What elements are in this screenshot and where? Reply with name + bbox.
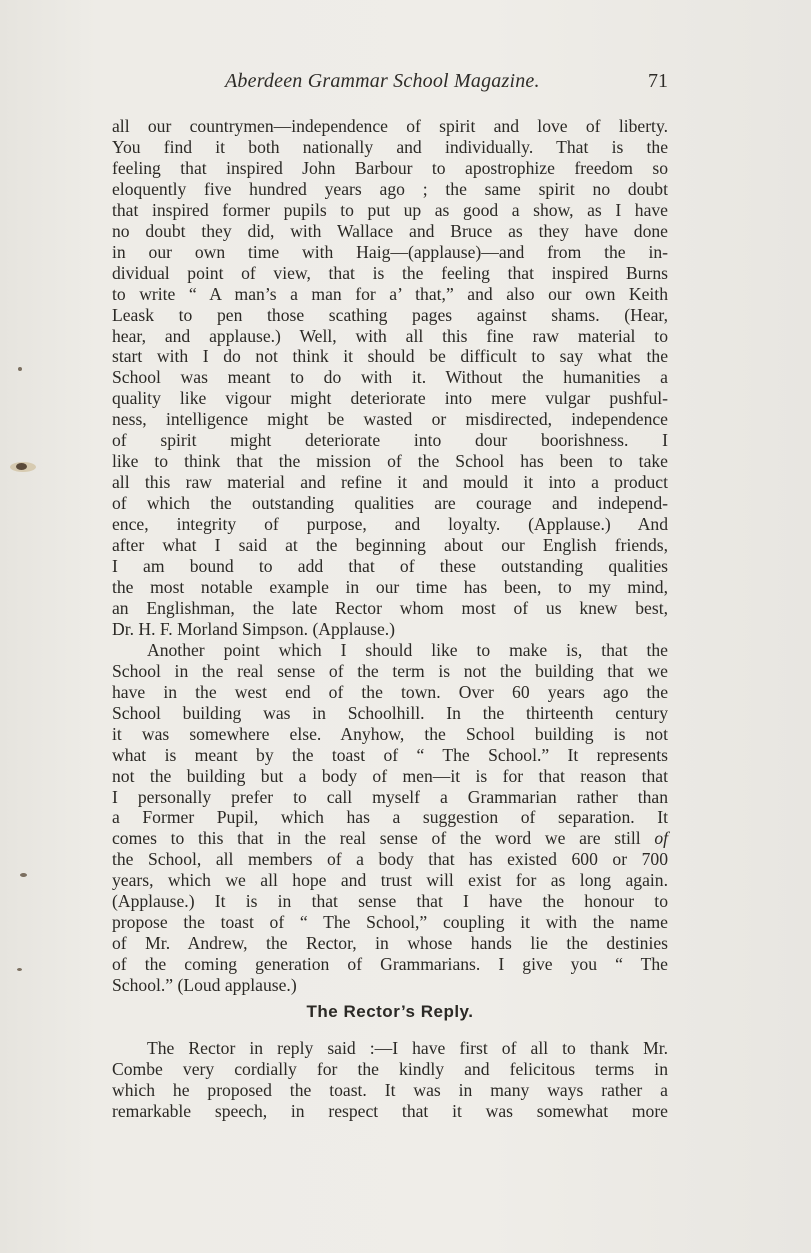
text-line: a Former Pupil, which has a suggestion of separation. It (112, 807, 668, 828)
text-line: it was somewhere else. Anyhow, the School building is not (112, 723, 668, 744)
text-line: School.” (Loud applause.) (112, 975, 297, 996)
text-line: like to think that the mission of the School has been to take (112, 451, 668, 472)
text-line: quality like vigour might deteriorate into mere vulgar pushful- (112, 388, 668, 409)
text-line: Another point which I should like to make is, that the (147, 639, 668, 660)
text-line: an Englishman, the late Rector whom most of us knew best, (112, 597, 668, 618)
text-line: no doubt they did, with Wallace and Bruce as they have done (112, 220, 668, 241)
text-line: of the coming generation of Grammarians. I give you “ The (112, 954, 668, 975)
text-line: the most notable example in our time has been, to my mind, (112, 576, 668, 597)
text-line: of Mr. Andrew, the Rector, in whose hands lie the destinies (112, 933, 668, 954)
text-line: that inspired former pupils to put up as good a show, as I have (112, 199, 668, 220)
text-line: all this raw material and refine it and mould it into a product (112, 472, 668, 493)
text-line: I am bound to add that of these outstanding qualities (112, 556, 668, 577)
text-line: of which the outstanding qualities are courage and independ- (112, 493, 668, 514)
text-line: ness, intelligence might be wasted or misdirected, independence (112, 409, 668, 430)
scan-blemish (18, 367, 22, 371)
text-line: You find it both nationally and individually. That is the (112, 136, 668, 157)
text-line: propose the toast of “ The School,” coupling it with the name (112, 912, 668, 933)
text-line: all our countrymen—independence of spirit and love of liberty. (112, 116, 668, 136)
text-line: which he proposed the toast. It was in many ways rather a (112, 1079, 668, 1100)
text-line: hear, and applause.) Well, with all this fine raw material to (112, 325, 668, 346)
text-line: School building was in Schoolhill. In the thirteenth century (112, 702, 668, 723)
section-heading: The Rector’s Reply. (306, 1002, 474, 1021)
article-body (112, 116, 668, 996)
text-line: the School, all members of a body that has existed 600 or 700 (112, 849, 668, 870)
text-line: School was meant to do with it. Without the humanities a (112, 367, 668, 388)
text-line: of spirit might deteriorate into dour boorishness. I (112, 430, 668, 451)
scan-blemish (20, 873, 27, 877)
page-header (110, 70, 668, 96)
text-line: dividual point of view, that is the feeling that inspired Burns (112, 262, 668, 283)
text-line: not the building but a body of men—it is for that reason that (112, 765, 668, 786)
text-line: remarkable speech, in respect that it was somewhat more (112, 1100, 668, 1121)
text-line: after what I said at the beginning about our English friends, (112, 535, 668, 556)
text-line: The Rector in reply said :—I have first of all to thank Mr. (147, 1038, 668, 1058)
text-line-with-emphasis: comes to this that in the real sense of the word we are still of (112, 828, 668, 849)
scan-blemish (16, 463, 27, 470)
text-line: to write “ A man’s a man for a’ that,” and also our own Keith (112, 283, 668, 304)
text-line: I personally prefer to call myself a Grammarian rather than (112, 786, 668, 807)
text-line: ence, integrity of purpose, and loyalty. (Applause.) And (112, 514, 668, 535)
text-line: start with I do not think it should be difficult to say what the (112, 346, 668, 367)
text-line: feeling that inspired John Barbour to apostrophize freedom so (112, 157, 668, 178)
page-number: 71 (648, 70, 668, 92)
text-line: Leask to pen those scathing pages against shams. (Hear, (112, 304, 668, 325)
running-title: Aberdeen Grammar School Magazine. (225, 70, 540, 92)
paragraph-2 (112, 640, 668, 996)
text-line: what is meant by the toast of “ The School.” It represents (112, 744, 668, 765)
text-line: in our own time with Haig—(applause)—and from the in- (112, 241, 668, 262)
paragraph-3 (112, 1038, 668, 1122)
text-line: have in the west end of the town. Over 60 years ago the (112, 681, 668, 702)
text-line: Dr. H. F. Morland Simpson. (Applause.) (112, 618, 396, 639)
text-line: Combe very cordially for the kindly and felicitous terms in (112, 1058, 668, 1079)
scan-blemish (17, 968, 22, 971)
emphasis-word: of (654, 828, 668, 849)
paragraph-1 (112, 116, 668, 640)
text-line: School in the real sense of the term is not the building that we (112, 660, 668, 681)
text-line: (Applause.) It is in that sense that I have the honour to (112, 891, 668, 912)
text-line: eloquently five hundred years ago ; the same spirit no doubt (112, 178, 668, 199)
text-line: years, which we all hope and trust will exist for as long again. (112, 870, 668, 891)
